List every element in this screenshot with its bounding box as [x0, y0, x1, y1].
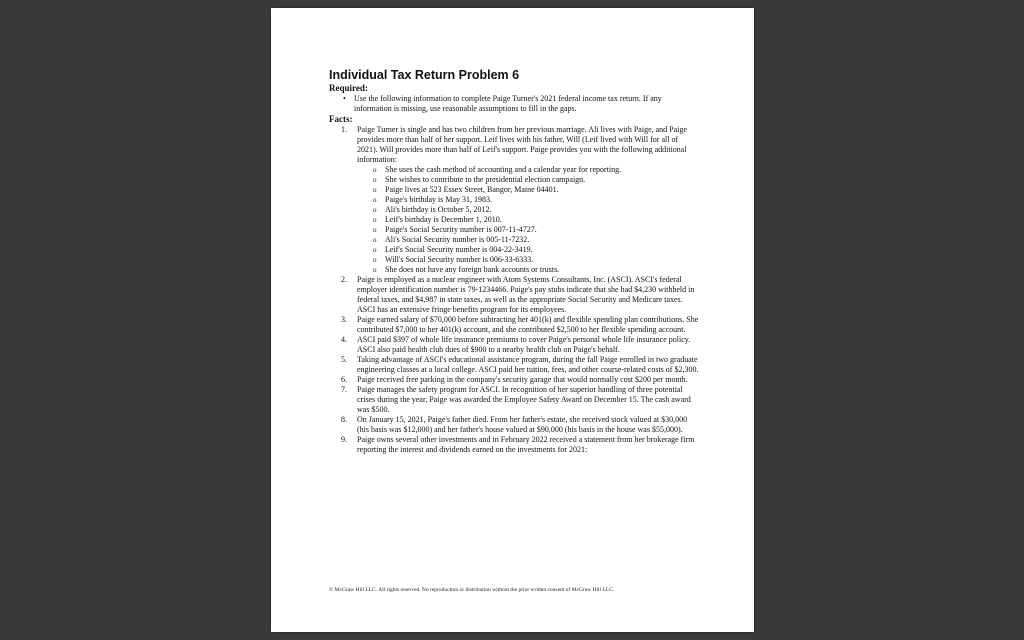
fact-text: Paige manages the safety program for ASCI. In recognition of her superior handling of three potential crises during the year, Paige was awarded the Employee Safety Award on December 15. The cash award was $500.	[357, 385, 691, 414]
fact-subitem: o She uses the cash method of accounting and a calendar year for reporting.	[373, 165, 699, 175]
fact-subitem: o Paige lives at 523 Essex Street, Bangor, Maine 04401.	[373, 185, 699, 195]
copyright-footer: © McGraw Hill LLC. All rights reserved. No reproduction or distribution without the prior written consent of McGraw Hill LLC.	[329, 587, 615, 593]
fact-text: Paige is employed as a nuclear engineer with Atom Systems Consultants, Inc. (ASCI). ASCI's federal employer identification number is 79-1234466. Paige's pay stubs indicate that she had $4,230 withheld in federal taxes, and $4,987 in state taxes, as well as the appropriate Social Security and Medicare taxes. ASCI has an extensive fringe benefits program for its employees.	[357, 275, 695, 314]
fact-number: 2.	[341, 275, 347, 284]
fact-item	[329, 375, 699, 385]
fact-item	[329, 315, 699, 335]
fact-subitem: o Will's Social Security number is 006-33-6333.	[373, 255, 699, 265]
fact-subitem: o She does not have any foreign bank accounts or trusts.	[373, 265, 699, 275]
fact-text: Paige Turner is single and has two children from her previous marriage. Ali lives with Paige, and Paige provides more than half of her support. Leif lives with his father, Will (Leif lived with Will for all of 2021). Will provides more than half of Leif's support. Paige provides you with the following additional information:	[357, 125, 687, 164]
fact-text: Paige owns several other investments and in February 2022 received a statement from her brokerage firm reporting the interest and dividends earned on the investments for 2021:	[357, 435, 695, 454]
fact-subitem: o She wishes to contribute to the presidential election campaign.	[373, 175, 699, 185]
facts-heading: Facts:	[329, 114, 353, 124]
fact-subitem: o Ali's birthday is October 5, 2012.	[373, 205, 699, 215]
document-page	[271, 8, 754, 632]
fact-text: ASCI paid $397 of whole life insurance premiums to cover Paige's personal whole life insurance policy. ASCI also paid health club dues of $900 to a nearby health club on Paige's behalf.	[357, 335, 691, 354]
fact-item	[329, 385, 699, 415]
fact-subitem: o Paige's birthday is May 31, 1983.	[373, 195, 699, 205]
fact-subitem: o Leif's birthday is December 1, 2010.	[373, 215, 699, 225]
fact-number: 9.	[341, 435, 347, 444]
fact-number: 6.	[341, 375, 347, 384]
fact-item	[329, 275, 699, 315]
required-heading: Required:	[329, 83, 368, 93]
facts-list	[329, 125, 699, 455]
fact-number: 7.	[341, 385, 347, 394]
fact-item	[329, 415, 699, 435]
fact-text: On January 15, 2021, Paige's father died. From her father's estate, she received stock valued at $30,000 (his basis was $12,000) and her father's house valued at $90,000 (his basis in the house was $55,000).	[357, 415, 688, 434]
fact-item	[329, 355, 699, 375]
fact-number: 8.	[341, 415, 347, 424]
required-list	[329, 94, 699, 114]
fact-number: 1.	[341, 125, 347, 134]
fact-text: Paige earned salary of $70,000 before subtracting her 401(k) and flexible spending plan contributions. She contributed $7,000 to her 401(k) account, and she contributed $2,500 to her flexible spending account.	[357, 315, 699, 334]
fact-item	[329, 125, 699, 275]
document-body	[329, 68, 699, 455]
fact-text: Paige received free parking in the company's security garage that would normally cost $200 per month.	[357, 375, 688, 384]
fact-subitem: o Paige's Social Security number is 007-11-4727.	[373, 225, 699, 235]
fact-number: 5.	[341, 355, 347, 364]
fact-text: Taking advantage of ASCI's educational assistance program, during the fall Paige enrolled in two graduate engineering classes at a local college. ASCI paid her tuition, fees, and other course-related costs of $2,300.	[357, 355, 699, 374]
fact-item	[329, 435, 699, 455]
fact-subitem: o Leif's Social Security number is 004-22-3419.	[373, 245, 699, 255]
fact-subitem: o Ali's Social Security number is 005-11-7232.	[373, 235, 699, 245]
document-title: Individual Tax Return Problem 6	[329, 68, 520, 82]
fact-sublist	[357, 165, 699, 275]
required-item: • Use the following information to complete Paige Turner's 2021 federal income tax return. If any information is missing, use reasonable assumptions to fill in the gaps.	[343, 94, 699, 114]
fact-number: 4.	[341, 335, 347, 344]
fact-number: 3.	[341, 315, 347, 324]
fact-item	[329, 335, 699, 355]
